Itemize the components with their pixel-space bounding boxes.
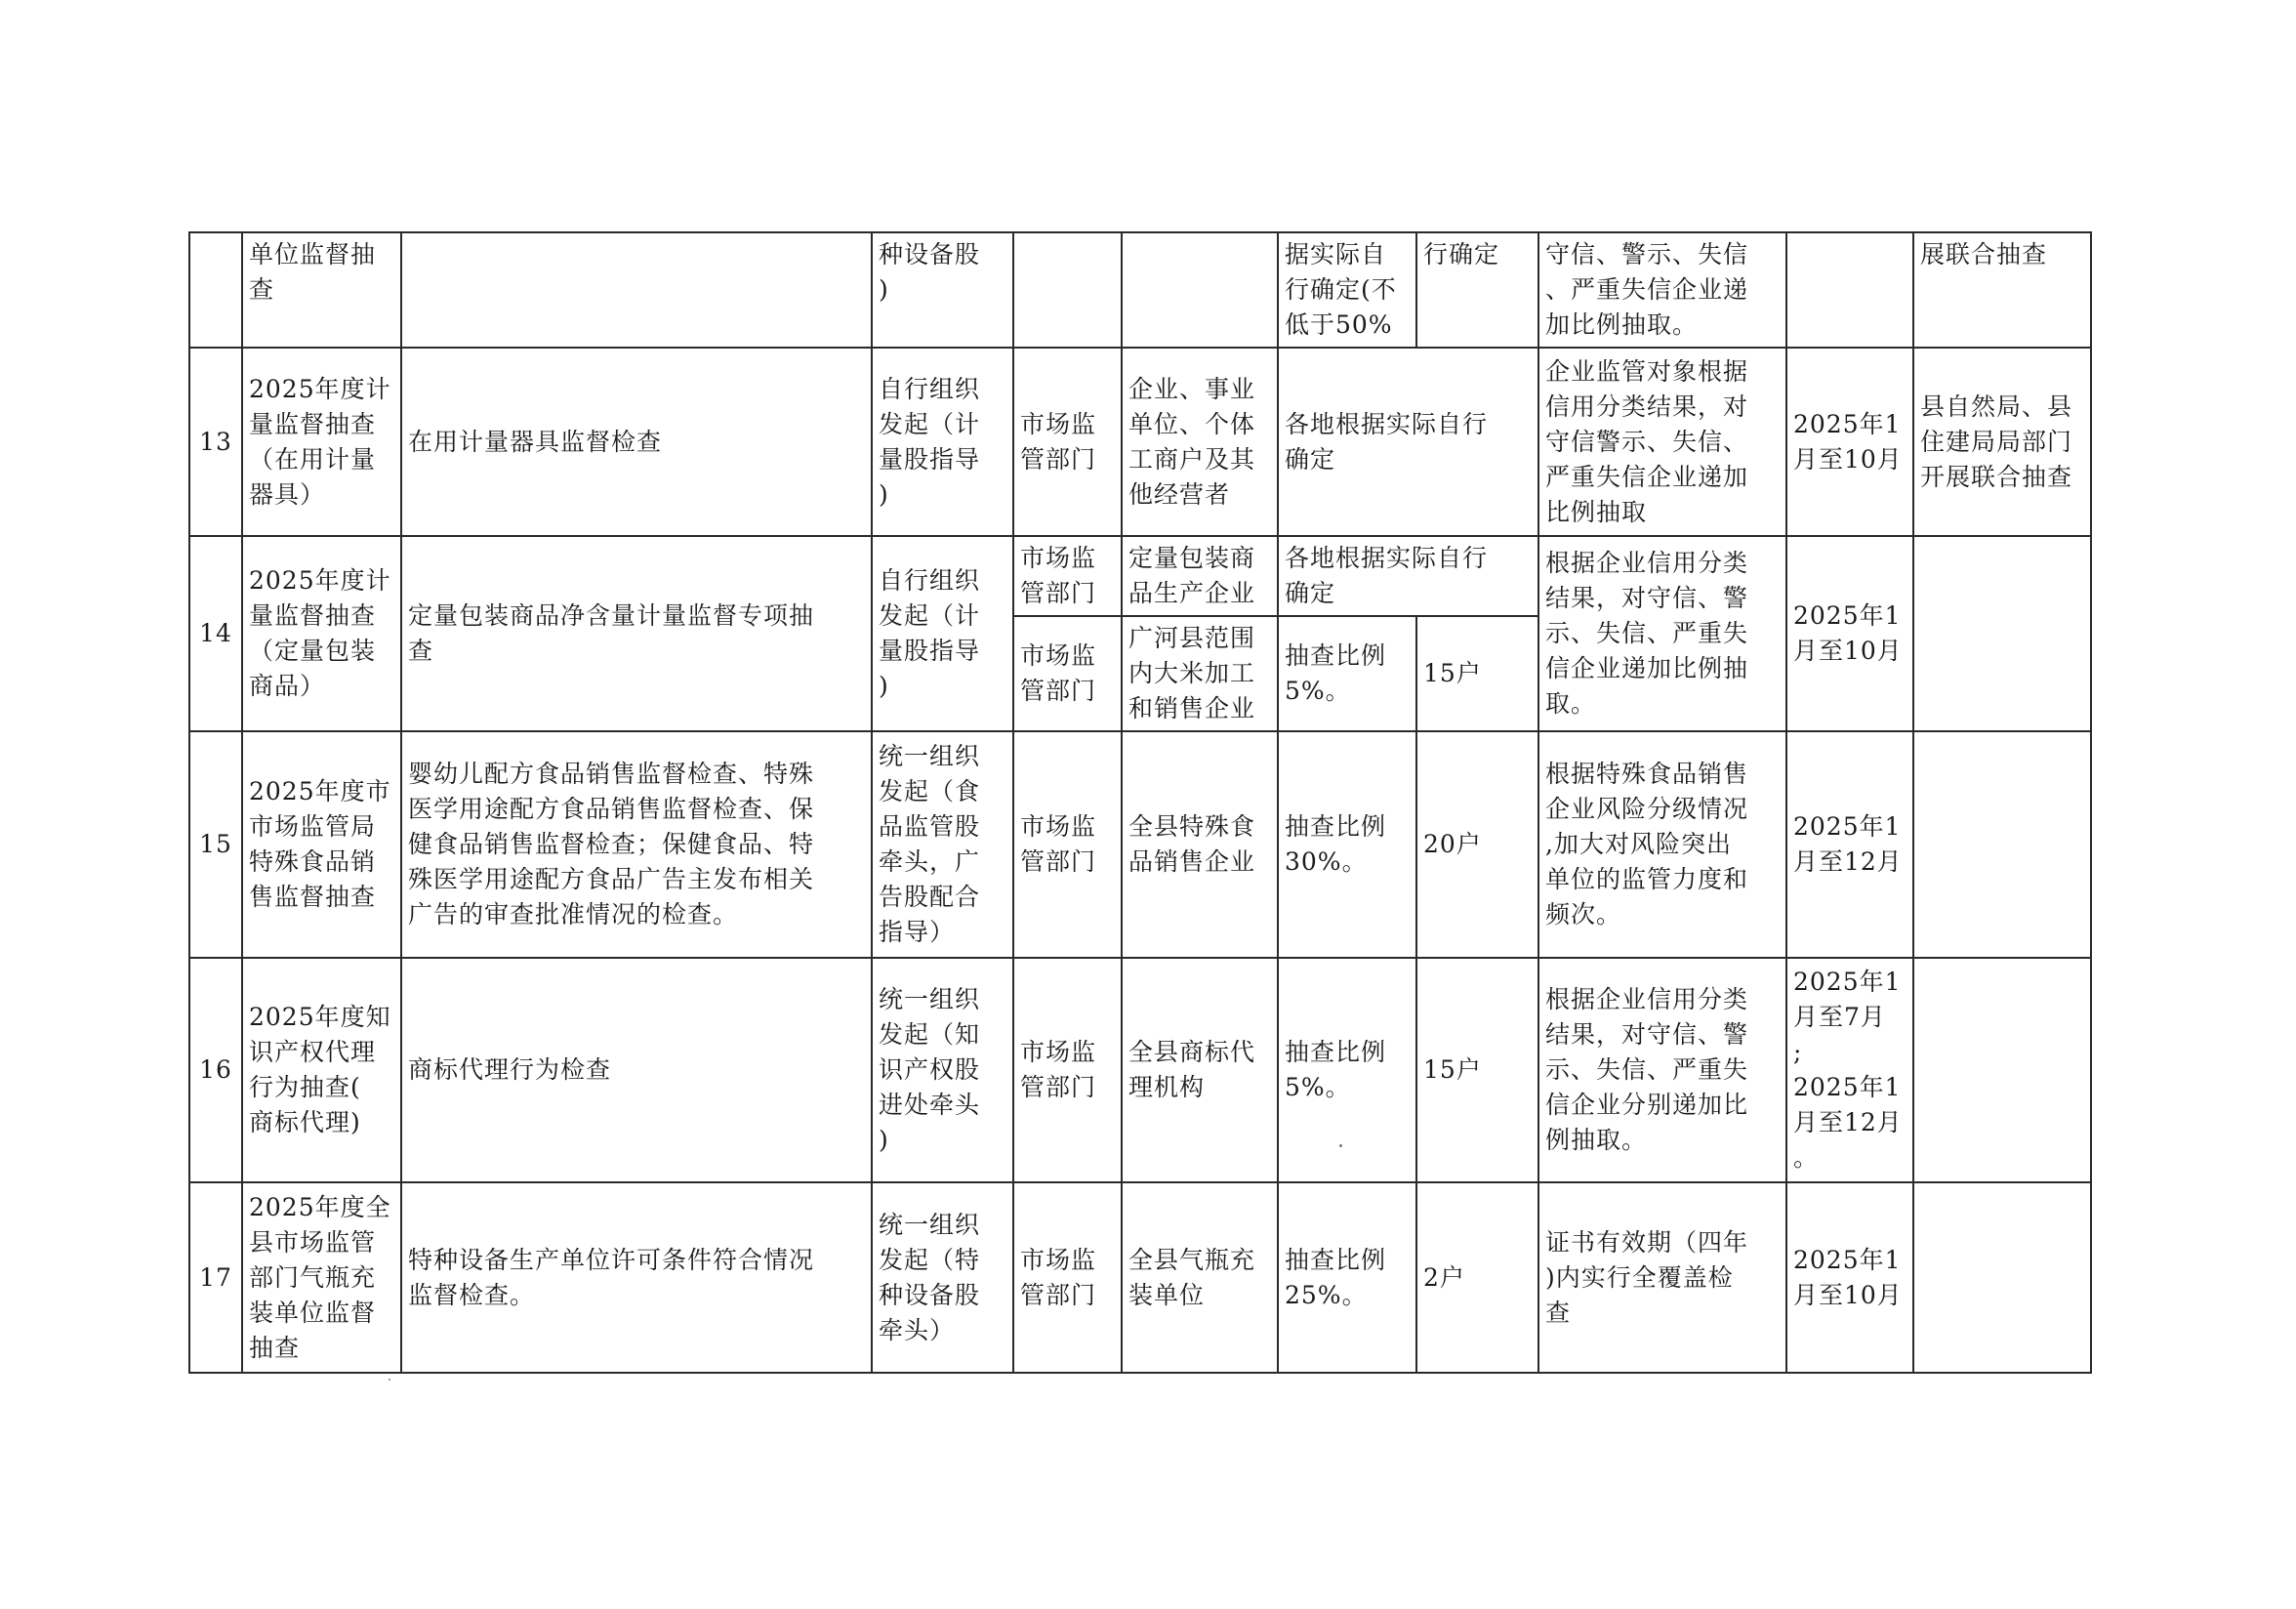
remark: 县自然局、县 住建局局部门 开展联合抽查 xyxy=(1913,348,2091,536)
remark xyxy=(1913,731,2091,958)
time-range: 2025年1 月至10月 xyxy=(1786,348,1913,536)
sampling-ratio: 抽查比例 25%。 xyxy=(1278,1182,1416,1373)
inspection-plan-table xyxy=(188,231,2092,1374)
organize-mode: 统一组织 发起（食 品监管股 牵头，广 告股配合 指导） xyxy=(872,731,1013,958)
sampling-method: 根据企业信用分类 结果，对守信、警 示、失信、严重失 信企业递加比例抽 取。 xyxy=(1538,536,1786,731)
sampling-ratio-count: 各地根据实际自行 确定 xyxy=(1278,348,1538,536)
sampling-count: 20户 xyxy=(1416,731,1538,958)
remark xyxy=(1913,536,2091,731)
department: 市场监 管部门 xyxy=(1013,616,1122,731)
sampling-ratio: 抽查比例 5%。 xyxy=(1278,616,1416,731)
task-name: 单位监督抽查 xyxy=(242,232,401,348)
inspection-object: 企业、事业 单位、个体 工商户及其 他经营者 xyxy=(1122,348,1278,536)
time-range: 2025年1 月至10月 xyxy=(1786,536,1913,731)
department: 市场监 管部门 xyxy=(1013,536,1122,616)
table-row xyxy=(189,536,2091,616)
time-range: 2025年1 月至7月 ; 2025年1 月至12月 。 xyxy=(1786,958,1913,1182)
table-row xyxy=(189,731,2091,958)
department: 市场监 管部门 xyxy=(1013,1182,1122,1373)
row-number: 14 xyxy=(189,536,242,731)
row-number: 13 xyxy=(189,348,242,536)
task-name: 2025年度知 识产权代理 行为抽查( 商标代理) xyxy=(242,958,401,1182)
department: 市场监 管部门 xyxy=(1013,348,1122,536)
inspection-content xyxy=(401,232,872,348)
time-range xyxy=(1786,232,1913,348)
remark: 展联合抽查 xyxy=(1913,232,2091,348)
department xyxy=(1013,232,1122,348)
sampling-count: 15户 xyxy=(1416,958,1538,1182)
row-number xyxy=(189,232,242,348)
table-row xyxy=(189,232,2091,348)
time-range: 2025年1 月至10月 xyxy=(1786,1182,1913,1373)
inspection-content: 商标代理行为检查 xyxy=(401,958,872,1182)
sampling-method: 根据特殊食品销售 企业风险分级情况 ,加大对风险突出 单位的监管力度和 频次。 xyxy=(1538,731,1786,958)
scan-speck xyxy=(389,1379,390,1381)
sampling-ratio-count: 各地根据实际自行 确定 xyxy=(1278,536,1538,616)
row-number: 17 xyxy=(189,1182,242,1373)
sampling-count: 行确定 xyxy=(1416,232,1538,348)
sampling-method: 根据企业信用分类 结果，对守信、警 示、失信、严重失 信企业分别递加比 例抽取。 xyxy=(1538,958,1786,1182)
inspection-object: 定量包装商 品生产企业 xyxy=(1122,536,1278,616)
sampling-ratio: 抽查比例 30%。 xyxy=(1278,731,1416,958)
table-row xyxy=(189,958,2091,1182)
inspection-content: 特种设备生产单位许可条件符合情况 监督检查。 xyxy=(401,1182,872,1373)
organize-mode: 统一组织 发起（特 种设备股 牵头） xyxy=(872,1182,1013,1373)
inspection-object: 全县特殊食 品销售企业 xyxy=(1122,731,1278,958)
inspection-object: 全县气瓶充 装单位 xyxy=(1122,1182,1278,1373)
inspection-content: 定量包装商品净含量计量监督专项抽 查 xyxy=(401,536,872,731)
time-range: 2025年1 月至12月 xyxy=(1786,731,1913,958)
row-number: 16 xyxy=(189,958,242,1182)
organize-mode: 自行组织 发起（计 量股指导 ) xyxy=(872,536,1013,731)
sampling-count: 15户 xyxy=(1416,616,1538,731)
table-row xyxy=(189,1182,2091,1373)
organize-mode: 统一组织 发起（知 识产权股 进处牵头 ) xyxy=(872,958,1013,1182)
sampling-method: 证书有效期（四年 )内实行全覆盖检 查 xyxy=(1538,1182,1786,1373)
remark xyxy=(1913,958,2091,1182)
inspection-object xyxy=(1122,232,1278,348)
department: 市场监 管部门 xyxy=(1013,731,1122,958)
inspection-content: 在用计量器具监督检查 xyxy=(401,348,872,536)
row-number: 15 xyxy=(189,731,242,958)
inspection-object: 全县商标代 理机构 xyxy=(1122,958,1278,1182)
organize-mode: 种设备股 ) xyxy=(872,232,1013,348)
sampling-ratio: 抽查比例 5%。 xyxy=(1278,958,1416,1182)
task-name: 2025年度全 县市场监管 部门气瓶充 装单位监督 抽查 xyxy=(242,1182,401,1373)
organize-mode: 自行组织 发起（计 量股指导 ) xyxy=(872,348,1013,536)
task-name: 2025年度市 市场监管局 特殊食品销 售监督抽查 xyxy=(242,731,401,958)
department: 市场监 管部门 xyxy=(1013,958,1122,1182)
inspection-object: 广河县范围 内大米加工 和销售企业 xyxy=(1122,616,1278,731)
remark xyxy=(1913,1182,2091,1373)
sampling-ratio: 据实际自 行确定(不 低于50% xyxy=(1278,232,1416,348)
sampling-method: 守信、警示、失信 、严重失信企业递 加比例抽取。 xyxy=(1538,232,1786,348)
scan-speck xyxy=(1339,1144,1342,1147)
task-name: 2025年度计 量监督抽查 （在用计量 器具） xyxy=(242,348,401,536)
task-name: 2025年度计 量监督抽查 （定量包装 商品） xyxy=(242,536,401,731)
sampling-count: 2户 xyxy=(1416,1182,1538,1373)
inspection-content: 婴幼儿配方食品销售监督检查、特殊 医学用途配方食品销售监督检查、保 健食品销售监督检查；保健食品、特 殊医学用途配方食品广告主发布相关 广告的审查批准情况的检查。 xyxy=(401,731,872,958)
sampling-method: 企业监管对象根据 信用分类结果，对 守信警示、失信、 严重失信企业递加 比例抽取 xyxy=(1538,348,1786,536)
table-row xyxy=(189,348,2091,536)
